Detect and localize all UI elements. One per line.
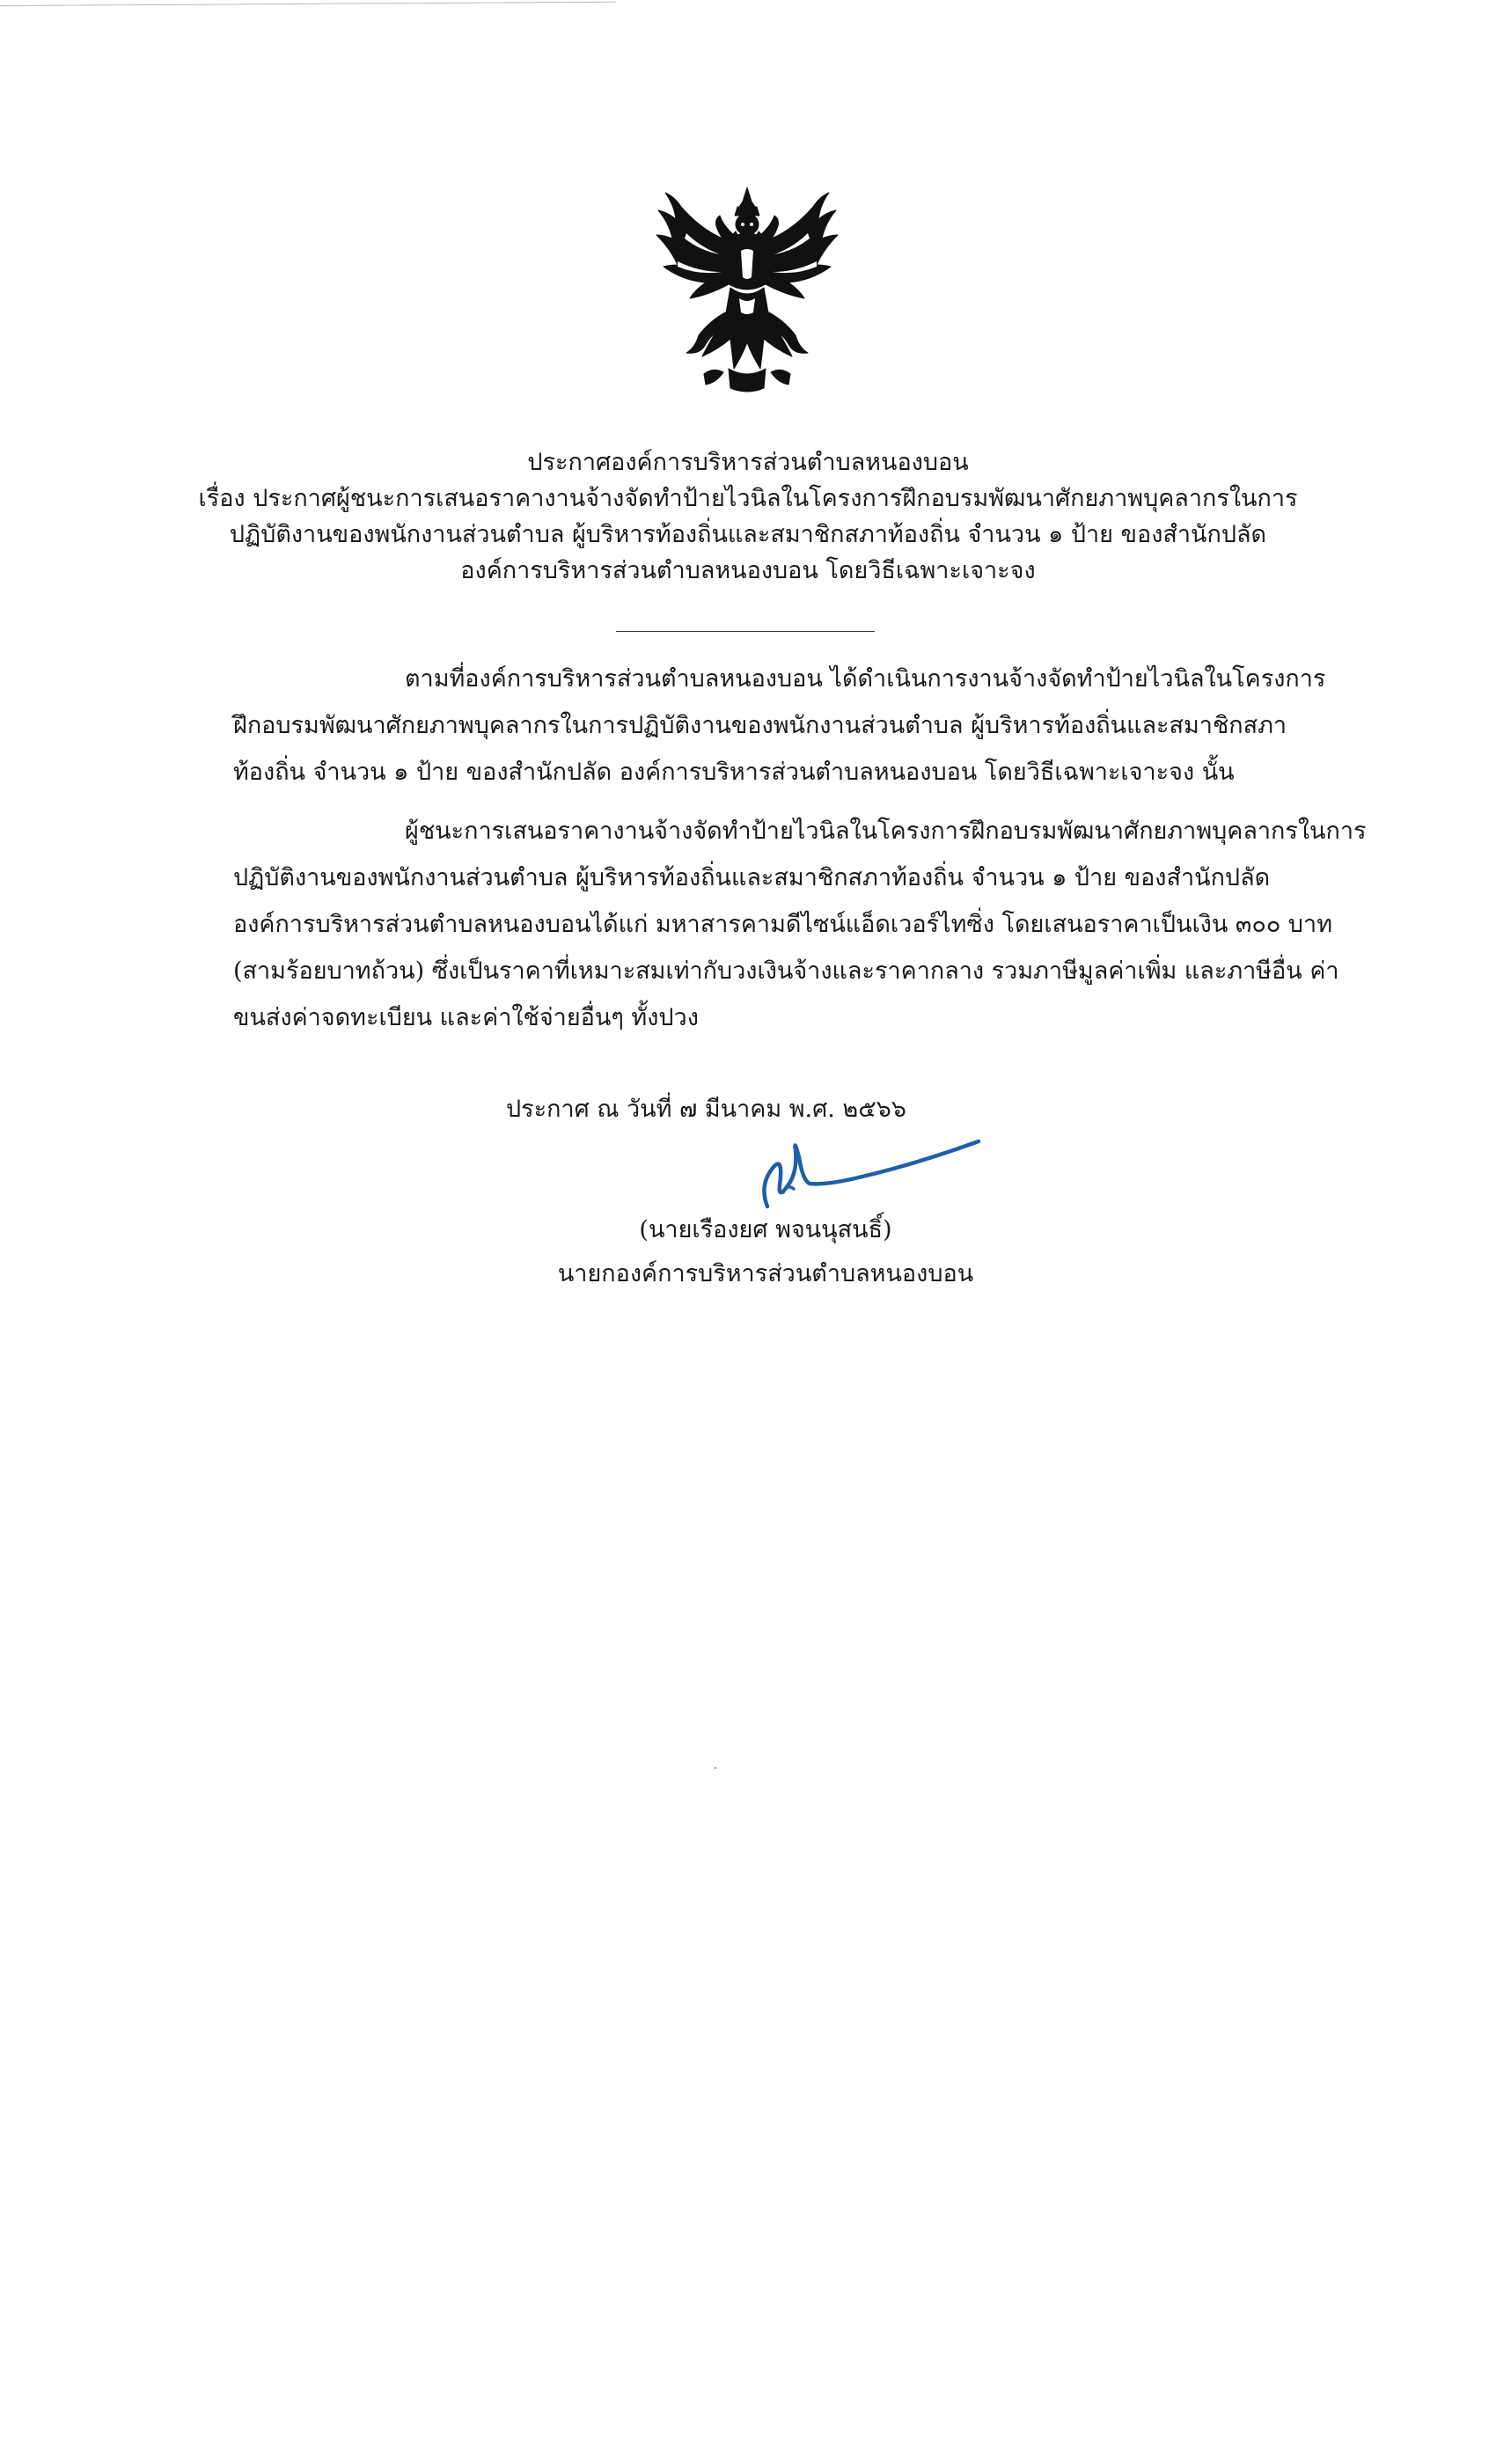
title-line-subject: เรื่อง ประกาศผู้ชนะการเสนอราคางานจ้างจัดทำป้ายไวนิลในโครงการฝึกอบรมพัฒนาศักยภาพบุคลากรในการ — [198, 485, 1298, 512]
title-line-subject-end: องค์การบริหารส่วนตำบลหนองบอน โดยวิธีเฉพาะเจาะจง — [460, 557, 1036, 584]
title-divider — [616, 631, 875, 632]
paragraph-line: องค์การบริหารส่วนตำบลหนองบอนได้แก่ มหาสารคามดีไซน์แอ็ดเวอร์ไทซิ่ง โดยเสนอราคาเป็นเงิน ๓๐๐ บาท — [233, 911, 1333, 938]
paragraph-line: (สามร้อยบาทถ้วน) ซึ่งเป็นราคาที่เหมาะสมเท่ากับวงเงินจ้างและราคากลาง รวมภาษีมูลค่าเพิ่ม และภาษีอื่น ค่า — [233, 957, 1339, 985]
paragraph-line: ท้องถิ่น จำนวน ๑ ป้าย ของสำนักปลัด องค์การบริหารส่วนตำบลหนองบอน โดยวิธีเฉพาะเจาะจง นั้น — [233, 759, 1235, 786]
paragraph-line: ปฏิบัติงานของพนักงานส่วนตำบล ผู้บริหารท้องถิ่นและสมาชิกสภาท้องถิ่น จำนวน ๑ ป้าย ของสำนักปลัด — [233, 864, 1271, 891]
paragraph-line: ฝึกอบรมพัฒนาศักยภาพบุคลากรในการปฏิบัติงานของพนักงานส่วนตำบล ผู้บริหารท้องถิ่นและสมาชิกสภา — [233, 712, 1287, 739]
announcement-title — [150, 444, 1346, 589]
signer-position: นายกองค์การบริหารส่วนตำบลหนองบอน — [557, 1260, 974, 1287]
handwritten-signature-icon — [748, 1131, 994, 1214]
paragraph-background — [233, 656, 1325, 796]
paragraph-line: ผู้ชนะการเสนอราคางานจ้างจัดทำป้ายไวนิลในโครงการฝึกอบรมพัฒนาศักยภาพบุคลากรในการ — [405, 818, 1367, 845]
signer-name: (นายเรืองยศ พจนนุสนธิ์) — [639, 1216, 892, 1243]
paragraph-winner — [233, 808, 1367, 1041]
title-line-subject-cont: ปฏิบัติงานของพนักงานส่วนตำบล ผู้บริหารท้องถิ่นและสมาชิกสภาท้องถิ่น จำนวน ๑ ป้าย ของสำนักปลัด — [229, 521, 1267, 548]
scan-edge-line — [0, 2, 616, 6]
paragraph-line: ตามที่องค์การบริหารส่วนตำบลหนองบอน ได้ดำเนินการงานจ้างจัดทำป้ายไวนิลในโครงการ — [405, 665, 1326, 693]
garuda-emblem-icon — [651, 180, 843, 402]
scan-speck — [715, 1767, 716, 1769]
title-line-heading: ประกาศองค์การบริหารส่วนตำบลหนองบอน — [527, 449, 969, 476]
paragraph-line: ขนส่งค่าจดทะเบียน และค่าใช้จ่ายอื่นๆ ทั้งปวง — [233, 1004, 699, 1031]
announce-date: ประกาศ ณ วันที่ ๗ มีนาคม พ.ศ. ๒๕๖๖ — [506, 1096, 906, 1123]
